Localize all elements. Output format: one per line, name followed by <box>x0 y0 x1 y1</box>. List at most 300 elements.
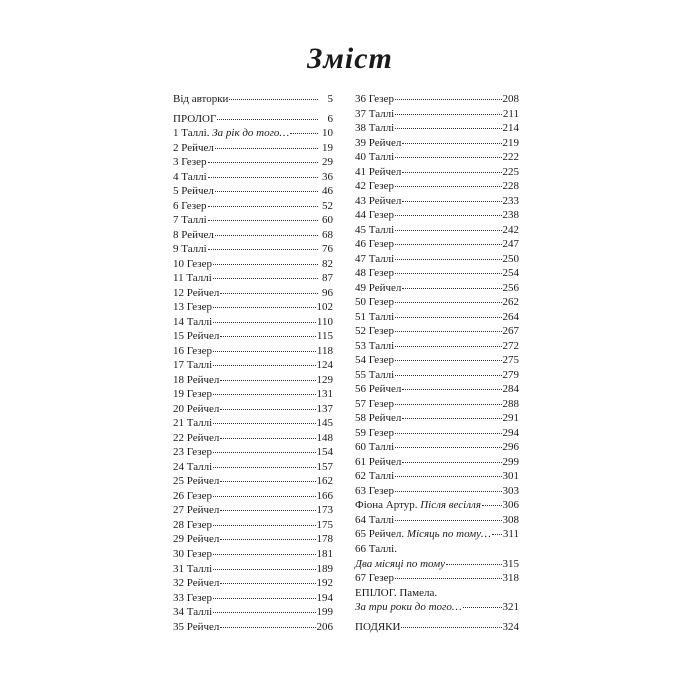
toc-entry-subtitle: За три роки до того… <box>355 601 462 614</box>
toc-entry-page-number: 321 <box>502 601 519 614</box>
toc-entry-label <box>173 416 212 431</box>
toc-entry-title: 62 Таллі <box>355 470 395 483</box>
toc-entry <box>355 368 519 383</box>
toc-entry <box>355 92 519 107</box>
toc-entry-page-number: 129 <box>316 373 333 386</box>
toc-entry-label <box>355 237 394 252</box>
toc-entry <box>355 107 519 122</box>
toc-entry-page-number: 19 <box>322 141 333 154</box>
dot-leader <box>395 447 501 448</box>
toc-entry-title: 7 Таллі <box>173 214 207 227</box>
toc-entry <box>355 266 519 281</box>
toc-entry-label <box>355 295 394 310</box>
toc-entry-page-number: 46 <box>322 185 333 198</box>
toc-entry <box>173 300 333 315</box>
dot-leader <box>213 365 315 366</box>
toc-entry-label <box>173 591 212 606</box>
toc-entry <box>173 605 333 620</box>
dot-leader <box>208 162 318 163</box>
toc-entry <box>355 426 519 441</box>
dot-leader <box>402 201 501 202</box>
toc-entry <box>355 484 519 499</box>
toc-entry <box>173 228 333 243</box>
toc-entry <box>355 411 519 426</box>
toc-entry <box>355 600 519 615</box>
dot-leader <box>290 133 318 134</box>
toc-entry-page-number: 102 <box>316 301 333 314</box>
toc-entry <box>173 257 333 272</box>
toc-entry-label <box>355 571 394 586</box>
toc-entry-page-number: 294 <box>502 426 519 439</box>
toc-entry <box>355 165 519 180</box>
toc-entry-label <box>173 474 219 489</box>
toc-entry-page-number: 194 <box>316 591 333 604</box>
dot-leader <box>220 481 315 482</box>
toc-entry <box>355 223 519 238</box>
toc-entry-page-number: 118 <box>316 344 333 357</box>
toc-entry-page-number: 178 <box>316 533 333 546</box>
toc-entry-label <box>355 194 401 209</box>
toc-entry-page-number: 96 <box>322 286 333 299</box>
toc-entry-title: 16 Гезер <box>173 344 213 357</box>
toc-entry-title: 45 Таллі <box>355 223 395 236</box>
dot-leader <box>395 476 501 477</box>
toc-entry-label <box>173 547 212 562</box>
toc-entry-title: 50 Гезер <box>355 296 395 309</box>
toc-entry-page-number: 131 <box>316 388 333 401</box>
toc-entry <box>173 271 333 286</box>
toc-entry-label <box>173 242 207 257</box>
toc-entry-page-number: 189 <box>316 562 333 575</box>
dot-leader <box>401 627 501 628</box>
toc-entry <box>355 440 519 455</box>
toc-entry-title: 4 Таллі <box>173 170 207 183</box>
dot-leader <box>395 128 501 129</box>
toc-entry-title: 12 Рейчел <box>173 286 220 299</box>
toc-entry-page-number: 29 <box>322 156 333 169</box>
dot-leader <box>220 409 315 410</box>
dot-leader <box>395 230 501 231</box>
toc-entry <box>173 547 333 562</box>
toc-entry-title: 17 Таллі <box>173 359 213 372</box>
toc-entry-label <box>173 315 212 330</box>
toc-entry-page-number: 308 <box>502 513 519 526</box>
toc-entry <box>355 237 519 252</box>
toc-entry <box>173 286 333 301</box>
toc-entry <box>355 620 519 635</box>
dot-leader <box>395 317 501 318</box>
toc-entry-title: 38 Таллі <box>355 122 395 135</box>
toc-entry-title: 55 Таллі <box>355 368 395 381</box>
toc-entry <box>173 387 333 402</box>
dot-leader <box>213 496 315 497</box>
toc-entry-subtitle: Місяць по тому… <box>406 528 491 541</box>
dot-leader <box>213 612 315 613</box>
dot-leader <box>395 520 501 521</box>
toc-entry-label <box>355 368 394 383</box>
dot-leader <box>215 235 318 236</box>
toc-entry-page-number: 154 <box>316 446 333 459</box>
page-title: Зміст <box>307 42 393 75</box>
toc-entry-page-number: 137 <box>316 402 333 415</box>
toc-entry-label <box>173 271 212 286</box>
dot-leader <box>208 249 318 250</box>
toc-entry-title: 23 Гезер <box>173 446 213 459</box>
toc-entry <box>355 513 519 528</box>
toc-entry <box>173 576 333 591</box>
toc-entry-title: 18 Рейчел <box>173 373 220 386</box>
toc-entry-title: 8 Рейчел <box>173 228 214 241</box>
toc-entry-title: 24 Таллі <box>173 460 213 473</box>
toc-entry-page-number: 242 <box>502 223 519 236</box>
toc-entry-page-number: 145 <box>316 417 333 430</box>
toc-entry-page-number: 306 <box>502 499 519 512</box>
dot-leader <box>395 491 501 492</box>
toc-entry-page-number: 157 <box>316 460 333 473</box>
toc-entry <box>173 620 333 635</box>
dot-leader <box>446 564 501 565</box>
dot-leader <box>395 331 501 332</box>
toc-entry-page-number: 124 <box>316 359 333 372</box>
dot-leader <box>217 119 318 120</box>
toc-entry <box>355 194 519 209</box>
toc-entry-title: 2 Рейчел <box>173 141 214 154</box>
toc-left-column <box>173 92 333 634</box>
dot-leader <box>220 627 315 628</box>
toc-entry <box>173 112 333 127</box>
toc-entry <box>173 489 333 504</box>
toc-entry-label <box>173 562 212 577</box>
toc-entry-title: 37 Таллі <box>355 107 395 120</box>
toc-entry-label <box>355 542 397 557</box>
toc-entry-page-number: 36 <box>322 170 333 183</box>
toc-entry-label <box>355 397 394 412</box>
toc-entry-label <box>355 165 401 180</box>
toc-entry-title: 3 Гезер <box>173 156 207 169</box>
toc-entry-label <box>173 300 212 315</box>
toc-entry-title: 14 Таллі <box>173 315 213 328</box>
toc-entry <box>355 542 519 557</box>
toc-entry <box>173 460 333 475</box>
dot-leader <box>395 259 501 260</box>
toc-entry-label <box>173 257 212 272</box>
dot-leader <box>395 375 501 376</box>
toc-entry-label <box>173 518 212 533</box>
toc-entry-page-number: 291 <box>502 412 519 425</box>
dot-leader <box>402 462 501 463</box>
toc-entry-title: 36 Гезер <box>355 93 395 105</box>
dot-leader <box>395 273 501 274</box>
toc-entry-page-number: 267 <box>502 325 519 338</box>
toc-entry-label <box>355 339 394 354</box>
toc-entry-page-number: 211 <box>502 107 519 120</box>
toc-entry-title: 40 Таллі <box>355 151 395 164</box>
toc-entry-title: 9 Таллі <box>173 243 207 256</box>
dot-leader <box>395 215 501 216</box>
dot-leader <box>213 278 318 279</box>
toc-entry-page-number: 324 <box>502 620 519 633</box>
toc-entry-label <box>355 557 445 572</box>
toc-entry-label <box>173 460 212 475</box>
toc-entry-label <box>173 620 219 635</box>
toc-entry-page-number: 60 <box>322 214 333 227</box>
toc-entry-label <box>355 324 394 339</box>
toc-entry-label <box>355 136 401 151</box>
toc-entry-page-number: 254 <box>502 267 519 280</box>
toc-entry <box>173 329 333 344</box>
toc-entry-page-number: 173 <box>316 504 333 517</box>
toc-entry-title: 13 Гезер <box>173 301 213 314</box>
toc-entry-subtitle: Після весілля <box>420 499 481 512</box>
dot-leader <box>395 186 501 187</box>
toc-entry <box>173 445 333 460</box>
toc-entry <box>355 121 519 136</box>
toc-entry-page-number: 288 <box>502 397 519 410</box>
toc-entry-label <box>355 107 394 122</box>
toc-entry-label <box>173 387 212 402</box>
toc-entry-label <box>173 286 219 301</box>
toc-entry-label <box>355 382 401 397</box>
dot-leader <box>213 467 315 468</box>
toc-entry-page-number: 52 <box>322 199 333 212</box>
dot-leader <box>402 143 501 144</box>
toc-entry-title: 48 Гезер <box>355 267 395 280</box>
toc-entry-page-number: 272 <box>502 339 519 352</box>
toc-entry <box>173 591 333 606</box>
toc-entry-title: 30 Гезер <box>173 547 213 560</box>
toc-entry <box>173 503 333 518</box>
toc-entry-label <box>173 605 212 620</box>
toc-entry-page-number: 181 <box>316 547 333 560</box>
toc-entry-title: 28 Гезер <box>173 518 213 531</box>
toc-entry-page-number: 311 <box>502 528 519 541</box>
toc-entry-label <box>355 281 401 296</box>
dot-leader <box>395 302 501 303</box>
toc-entry <box>173 431 333 446</box>
dot-leader <box>208 220 318 221</box>
toc-entry <box>173 92 333 107</box>
toc-entry-title: 10 Гезер <box>173 257 213 270</box>
toc-entry <box>355 281 519 296</box>
toc-entry-title: 66 Таллі. <box>355 542 397 555</box>
toc-entry-page-number: 275 <box>502 354 519 367</box>
dot-leader <box>220 539 315 540</box>
dot-leader <box>402 288 501 289</box>
toc-entry-label <box>355 620 400 635</box>
toc-entry-page-number: 208 <box>502 93 519 105</box>
toc-entry-page-number: 115 <box>316 330 333 343</box>
dot-leader <box>395 157 501 158</box>
toc-entry-label <box>173 344 212 359</box>
toc-entry-label <box>173 402 219 417</box>
toc-entry-label <box>173 503 219 518</box>
dot-leader <box>220 380 315 381</box>
toc-entry <box>355 150 519 165</box>
toc-entry <box>355 295 519 310</box>
toc-entry-title: 39 Рейчел <box>355 136 402 149</box>
toc-entry <box>173 315 333 330</box>
toc-entry <box>355 557 519 572</box>
toc-entry-title: 61 Рейчел <box>355 455 402 468</box>
toc-entry-title: Фіона Артур. <box>355 499 418 512</box>
toc-entry-title: 65 Рейчел. <box>355 528 405 541</box>
dot-leader <box>213 554 315 555</box>
dot-leader <box>395 578 501 579</box>
toc-entry-title: 11 Таллі <box>173 272 212 285</box>
toc-entry-page-number: 222 <box>502 151 519 164</box>
dot-leader <box>395 114 502 115</box>
toc-entry-title: ПРОЛОГ <box>173 112 217 125</box>
toc-entry-page-number: 10 <box>322 127 333 140</box>
dot-leader <box>213 423 315 424</box>
toc-entry-title: 6 Гезер <box>173 199 207 212</box>
toc-entry-page-number: 256 <box>502 281 519 294</box>
toc-entry-page-number: 238 <box>502 209 519 222</box>
toc-entry-title: 44 Гезер <box>355 209 395 222</box>
toc-entry-title: 21 Таллі <box>173 417 213 430</box>
toc-entry-title: 25 Рейчел <box>173 475 220 488</box>
toc-entry <box>173 373 333 388</box>
dot-leader <box>402 418 501 419</box>
toc-entry-page-number: 206 <box>316 620 333 633</box>
toc-entry-page-number: 284 <box>502 383 519 396</box>
toc-entry-label <box>173 532 219 547</box>
toc-entry-label <box>355 527 491 542</box>
toc-entry-label <box>173 445 212 460</box>
toc-entry-title: 1 Таллі. <box>173 127 210 140</box>
toc-entry-page-number: 225 <box>502 165 519 178</box>
toc-entry <box>355 397 519 412</box>
toc-entry-page-number: 228 <box>502 180 519 193</box>
dot-leader <box>213 452 315 453</box>
toc-entry-label <box>173 92 228 107</box>
toc-entry-title: 52 Гезер <box>355 325 395 338</box>
toc-entry-title: ПОДЯКИ <box>355 620 401 633</box>
toc-entry-page-number: 199 <box>316 606 333 619</box>
toc-entry <box>355 586 519 601</box>
toc-entry-title: 31 Таллі <box>173 562 213 575</box>
toc-entry-label <box>355 484 394 499</box>
toc-entry-title: 22 Рейчел <box>173 431 220 444</box>
dot-leader <box>395 99 501 100</box>
toc-entry <box>173 562 333 577</box>
toc-entry-title: Від авторки <box>173 93 229 105</box>
toc-entry <box>173 344 333 359</box>
toc-entry-title: 19 Гезер <box>173 388 213 401</box>
toc-entry-page-number: 175 <box>316 518 333 531</box>
toc-entry-title: 5 Рейчел <box>173 185 214 198</box>
dot-leader <box>220 583 315 584</box>
toc-entry-title: 41 Рейчел <box>355 165 402 178</box>
dot-leader <box>215 148 318 149</box>
toc-entry <box>355 252 519 267</box>
dot-leader <box>213 351 316 352</box>
toc-entry-title: 59 Гезер <box>355 426 395 439</box>
toc-entry-label <box>355 513 394 528</box>
toc-entry-title: 54 Гезер <box>355 354 395 367</box>
toc-entry <box>173 402 333 417</box>
toc-entry-label <box>355 411 401 426</box>
dot-leader <box>220 336 316 337</box>
toc-entry-title: 32 Рейчел <box>173 577 220 590</box>
toc-entry-title: 15 Рейчел <box>173 330 220 343</box>
dot-leader <box>213 264 318 265</box>
toc-entry-label <box>173 141 214 156</box>
toc-entry <box>355 324 519 339</box>
toc-entry-page-number: 87 <box>322 272 333 285</box>
toc-entry-page-number: 166 <box>316 489 333 502</box>
toc-entry-title: 33 Гезер <box>173 591 213 604</box>
toc-entry-label <box>355 498 481 513</box>
toc-entry-title: 64 Таллі <box>355 513 395 526</box>
toc-entry-page-number: 6 <box>327 112 333 125</box>
dot-leader <box>208 206 318 207</box>
toc-entry-label <box>355 353 394 368</box>
toc-entry-title: 20 Рейчел <box>173 402 220 415</box>
toc-entry-page-number: 214 <box>502 122 519 135</box>
dot-leader <box>229 99 318 100</box>
toc-entry-label <box>173 170 207 185</box>
toc-entry-title: 47 Таллі <box>355 252 395 265</box>
toc-entry <box>173 474 333 489</box>
toc-entry <box>173 358 333 373</box>
toc-entry-label <box>355 426 394 441</box>
toc-entry-label <box>355 469 394 484</box>
toc-entry-page-number: 148 <box>316 431 333 444</box>
toc-entry <box>173 532 333 547</box>
toc-entry-title: 43 Рейчел <box>355 194 402 207</box>
toc-entry <box>173 518 333 533</box>
dot-leader <box>213 569 315 570</box>
toc-entry-title: 53 Таллі <box>355 339 395 352</box>
dot-leader <box>213 394 315 395</box>
toc-entry-title: 46 Гезер <box>355 238 395 251</box>
toc-entry-title: 63 Гезер <box>355 484 395 497</box>
toc-entry <box>355 353 519 368</box>
dot-leader <box>395 404 501 405</box>
toc-entry-page-number: 68 <box>322 228 333 241</box>
toc-entry-label <box>355 208 394 223</box>
toc-entry-page-number: 76 <box>322 243 333 256</box>
toc-entry <box>173 199 333 214</box>
toc-entry-title: 67 Гезер <box>355 572 395 585</box>
toc-entry-page-number: 299 <box>502 455 519 468</box>
toc-entry-page-number: 250 <box>502 252 519 265</box>
dot-leader <box>213 307 315 308</box>
dot-leader <box>395 360 501 361</box>
toc-entry <box>355 527 519 542</box>
dot-leader <box>220 293 318 294</box>
dot-leader <box>395 346 501 347</box>
toc-entry-label <box>355 440 394 455</box>
toc-entry <box>173 170 333 185</box>
toc-entry-page-number: 318 <box>502 572 519 585</box>
dot-leader <box>220 438 315 439</box>
toc-entry-title: 29 Рейчел <box>173 533 220 546</box>
toc-entry <box>173 416 333 431</box>
toc-entry-title: 49 Рейчел <box>355 281 402 294</box>
toc-entry-title: 60 Таллі <box>355 441 395 454</box>
toc-entry <box>355 455 519 470</box>
toc-right-column <box>355 92 519 634</box>
dot-leader <box>208 177 318 178</box>
toc-entry-title: 27 Рейчел <box>173 504 220 517</box>
toc-entry-title: 42 Гезер <box>355 180 395 193</box>
toc-entry-label <box>173 155 207 170</box>
dot-leader <box>213 525 315 526</box>
toc-entry <box>173 126 333 141</box>
dot-leader <box>402 172 501 173</box>
